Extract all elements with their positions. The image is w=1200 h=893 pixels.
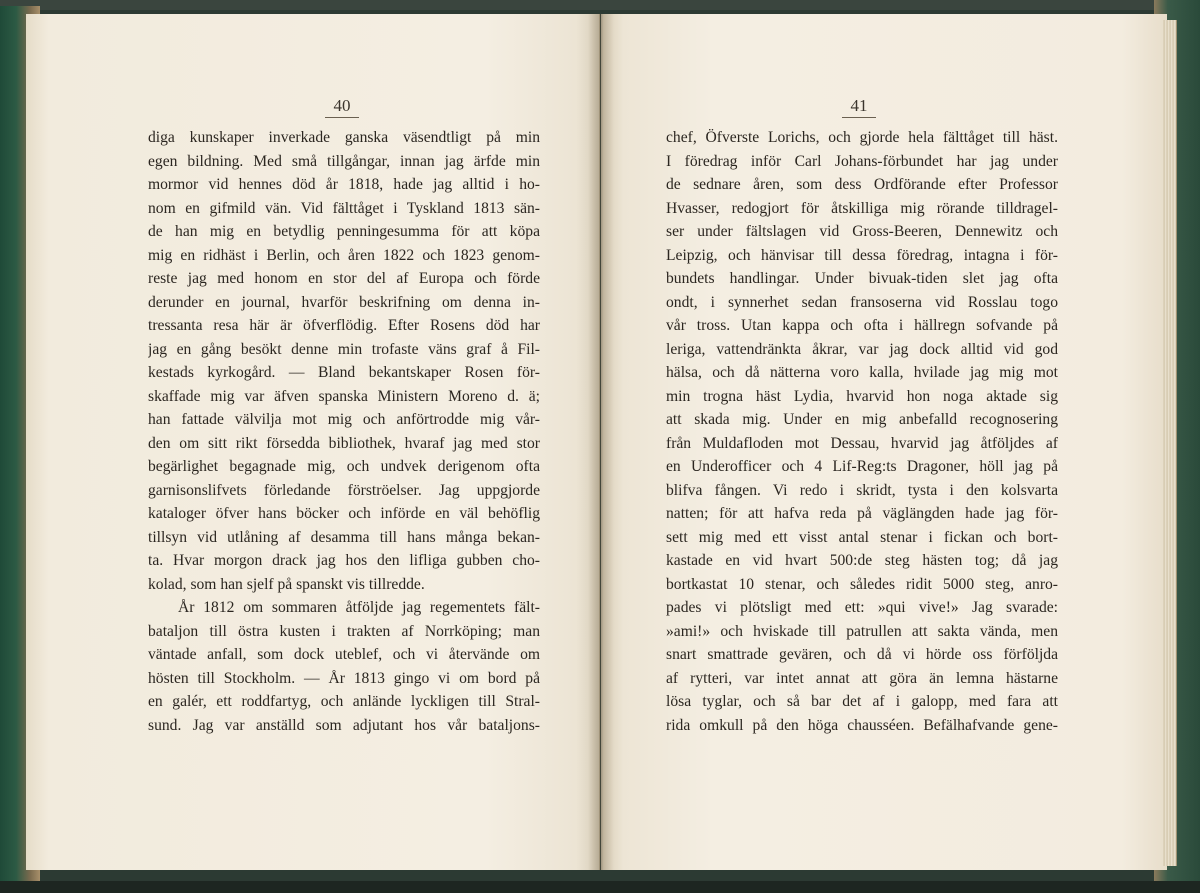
text-line: han fattade välvilja mot mig och anförtrodde mig vår- — [148, 411, 540, 428]
text-line: väntade anfall, som dock uteblef, och vi återvände om — [148, 646, 540, 663]
text-line: ondt, i synnerhet sedan fransoserna vid Rosslau togo — [666, 293, 1058, 311]
text-line: lösa tyglar, och så bar det af i galopp, med fara att — [666, 693, 1058, 710]
text-line: en galér, ett roddfartyg, och anlände lyckligen till Stral- — [148, 693, 540, 710]
text-line: garnisonslifvets förledande förströelser. Jag uppgjorde — [148, 481, 540, 499]
text-line: den om sitt rikt försedda bibliothek, hvaraf jag med stor — [148, 434, 540, 452]
text-line: »ami!» och hviskade till patrullen att sakta vända, men — [666, 622, 1058, 640]
text-line: de sednare åren, som dess Ordförande efter Professor — [666, 176, 1058, 193]
right-page-text — [666, 126, 1058, 737]
text-line: derunder en journal, hvarför beskrifning om denna in- — [148, 293, 540, 311]
text-line: ta. Hvar morgon drack jag hos den lifliga gubben cho- — [148, 552, 540, 569]
text-line: en Underofficer och 4 Lif-Reg:ts Dragoner, höll jag på — [666, 458, 1058, 475]
page-number-right: 41 — [829, 96, 889, 118]
text-line: natten; för att hafva reda på väglängden hade jag för- — [666, 505, 1058, 522]
text-line: nom en gifmild vän. Vid fälttåget i Tyskland 1813 sän- — [148, 199, 540, 217]
text-line: kataloger öfver hans böcker och införde en väl behöflig — [148, 505, 540, 522]
text-line: Leipzig, och hänvisar till dessa föredrag, intagna i för- — [666, 246, 1058, 264]
text-line: I föredrag inför Carl Johans-förbundet har jag under — [666, 152, 1058, 170]
text-line: de han mig en betydlig penningesumma för att köpa — [148, 223, 540, 240]
text-line: från Muldafloden mot Dessau, hvarvid jag åtföljdes af — [666, 434, 1058, 452]
text-line: tillsyn vid utlåning af desamma till hans många bekan- — [148, 528, 540, 546]
book-cover-bottom — [0, 881, 1200, 893]
text-line: begärlighet begagnade mig, och undvek derigenom ofta — [148, 458, 540, 475]
text-line: egen bildning. Med små tillgångar, innan jag ärfde min — [148, 152, 540, 170]
text-line: diga kunskaper inverkade ganska väsendtligt på min — [148, 129, 540, 146]
text-line: bundets handlingar. Under bivuak-tiden slet jag ofta — [666, 270, 1058, 287]
text-line: kastade en vid hvart 500:de steg hästen tog; då jag — [666, 552, 1058, 569]
text-line: vår tross. Utan kappa och ofta i hällregn sofvande på — [666, 317, 1058, 334]
text-line: att skada mig. Under en mig anbefalld recognosering — [666, 411, 1058, 428]
text-line: skaffade mig var äfven spanska Ministern Moreno d. ä; — [148, 387, 540, 405]
text-line: leriga, vattendränkta åkrar, var jag dock alltid vid god — [666, 340, 1058, 358]
page-number-left: 40 — [312, 96, 372, 118]
text-line: mormor vid hennes död år 1818, hade jag alltid i ho- — [148, 176, 540, 193]
text-line: reste jag med honom en stor del af Europa och förde — [148, 270, 540, 287]
text-line: pades vi plötsligt med ett: »qui vive!» Jag svarade: — [666, 599, 1058, 616]
text-line: min trogna häst Lydia, hvarvid hon noga aktade sig — [666, 387, 1058, 405]
text-line: jag en gång besökt denne min trofaste väns graf å Fil- — [148, 340, 540, 358]
text-line: sund. Jag var anställd som adjutant hos vår bataljons- — [148, 716, 540, 734]
text-line: rida omkull på den höga chausséen. Befälhafvande gene- — [666, 716, 1058, 734]
text-line: sett mig med ett visst antal stenar i fickan och bort- — [666, 528, 1058, 546]
left-page-text — [148, 126, 540, 737]
page-edges — [1162, 20, 1177, 866]
text-line: snart smattrade gevären, och då vi hörde oss förföljda — [666, 646, 1058, 663]
text-line: chef, Öfverste Lorichs, och gjorde hela fälttåget till häst. — [666, 129, 1058, 146]
book-cover-top — [0, 0, 1200, 10]
text-line: hösten till Stockholm. — År 1813 gingo vi om bord på — [148, 669, 540, 687]
text-line: mig en ridhäst i Berlin, och åren 1822 och 1823 genom- — [148, 246, 540, 264]
text-line: blifva fången. Vi redo i skridt, tysta i den kolsvarta — [666, 481, 1058, 499]
text-line: bataljon till östra kusten i trakten af Norrköping; man — [148, 622, 540, 640]
text-line: bortkastat 10 stenar, och således ridit 5000 steg, anro- — [666, 575, 1058, 593]
text-line: kestads kyrkogård. — Bland bekantskaper Rosen för- — [148, 364, 540, 381]
text-line: År 1812 om sommaren åtföljde jag regementets fält- — [178, 599, 540, 616]
text-line: hälsa, och då nätterna voro kalla, hvilade jag mig mot — [666, 364, 1058, 381]
text-line: kolad, som han sjelf på spanskt vis tillredde. — [148, 575, 425, 593]
text-line: ser under fältslagen vid Gross-Beeren, Dennewitz och — [666, 223, 1058, 240]
text-line: af rytteri, var intet annat att göra än lemna hästarne — [666, 669, 1058, 687]
text-line: Hvasser, redogjort för åtskilliga mig rörande tilldragel- — [666, 199, 1058, 217]
text-line: tressanta resa här är öfverflödig. Efter Rosens död har — [148, 317, 540, 334]
